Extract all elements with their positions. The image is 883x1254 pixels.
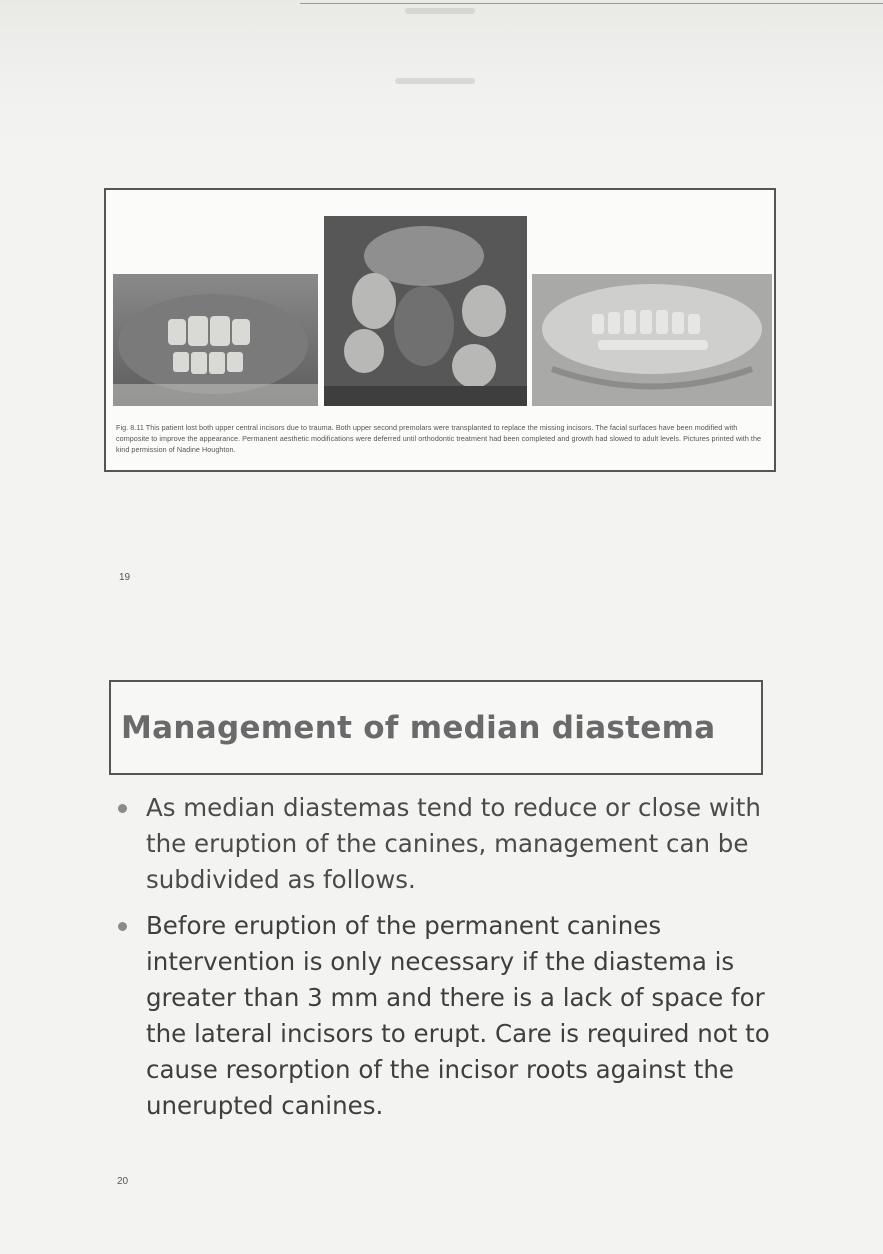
figure-panel <box>104 188 776 472</box>
occlusal-radiograph <box>324 216 527 406</box>
intraoral-photo <box>113 274 318 406</box>
slide-title: Management of median diastema <box>121 710 716 746</box>
page-number: 20 <box>117 1176 129 1187</box>
bullet-text: Before eruption of the permanent canines intervention is only necessary if the diastema is greater than 3 mm and there is a lack of space for the lateral incisors to erupt. Care is required not to cause resorption of the incisor roots against the unerupted canines. <box>146 911 770 1120</box>
scan-smudge <box>395 78 475 84</box>
list-item <box>116 908 776 1124</box>
slide-title-box <box>109 680 763 775</box>
page-number: 19 <box>119 572 131 583</box>
bullet-text: As median diastemas tend to reduce or close with the eruption of the canines, management can be subdivided as follows. <box>146 793 761 894</box>
bullet-icon <box>118 922 127 931</box>
figure-caption: Fig. 8.11 This patient lost both upper central incisors due to trauma. Both upper second premolars were transplanted to replace the missing incisors. The facial surfaces have been modified with composite to improve the appearance. Permanent aesthetic modifications were deferred until orthodontic treatment had been completed and growth had slowed to adult levels. Pictures printed with the kind permission of Nadine Houghton. <box>116 423 762 454</box>
scan-smudge <box>405 8 475 14</box>
list-item <box>116 790 776 898</box>
scan-edge-line <box>300 3 883 4</box>
bullet-list <box>116 790 776 1134</box>
bullet-icon <box>118 804 127 813</box>
scan-background <box>0 0 883 150</box>
panoramic-radiograph <box>532 274 772 406</box>
